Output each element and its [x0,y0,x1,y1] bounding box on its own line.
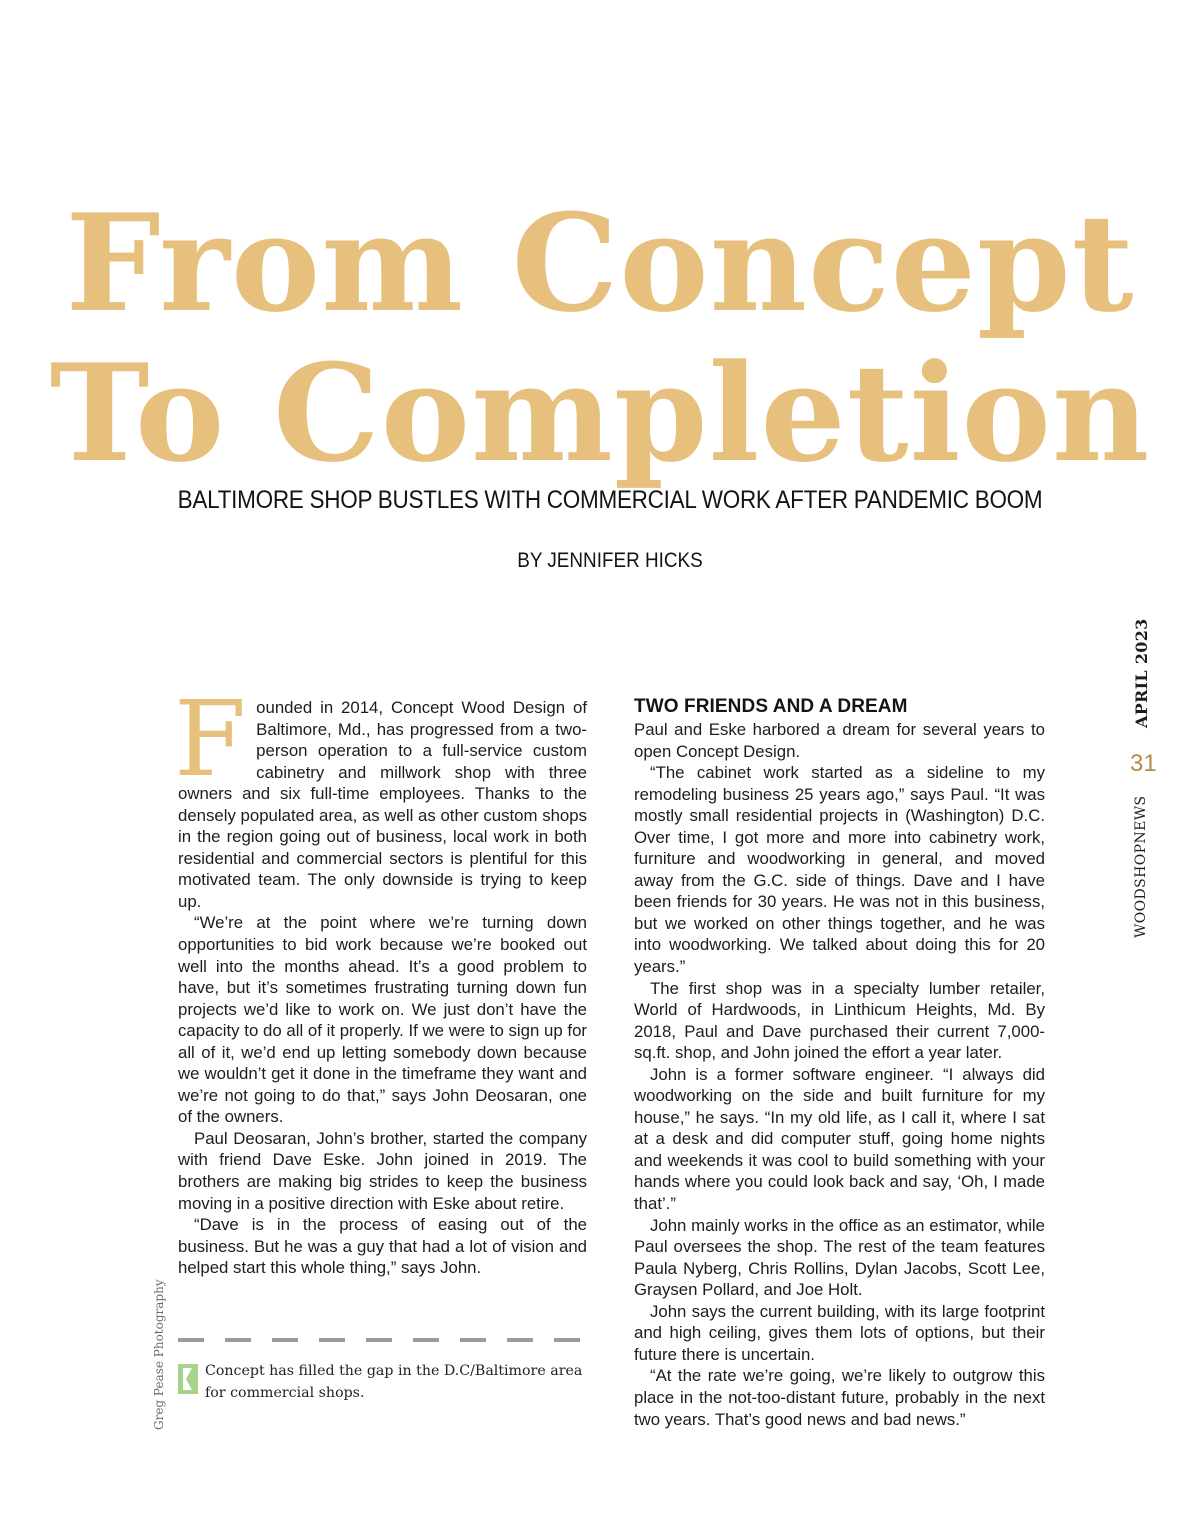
caption-marker-icon [178,1364,198,1394]
article-right-column [634,697,1045,1430]
article-paragraph [174,678,587,912]
section-heading: TWO FRIENDS AND A DREAM [634,696,908,717]
drop-cap: F [174,678,247,800]
article-paragraph: “At the rate we’re going, we’re likely to outgrow this place in the not-too-distant future, probably in the next two years. That’s good news and bad news.” [634,1366,1045,1429]
magazine-name: WOODSHOPNEWS [1133,795,1149,938]
issue-date: APRIL 2023 [1132,618,1151,728]
article-paragraph: Paul Deosaran, John’s brother, started the company with friend Dave Eske. John joined in 2019. The brothers are making big strides to keep the business moving in a positive direction with Eske about retire. [178,1128,587,1213]
article-paragraph: John says the current building, with its large footprint and high ceiling, gives them lots of options, but their future there is uncertain. [634,1301,1045,1364]
article-paragraph: The first shop was in a specialty lumber retailer, World of Hardwoods, in Linthicum Heights, Md. By 2018, Paul and Dave purchased their current 7,000-sq.ft. shop, and John joined the effort a year later. [634,978,1045,1063]
article-paragraph: Paul and Eske harbored a dream for several years to open Concept Design. [634,720,1045,761]
article-paragraph: John mainly works in the office as an estimator, while Paul oversees the shop. The rest of the team features Paula Nyberg, Chris Rollins, Dylan Jacobs, Scott Lee, Graysen Pollard, and Joe Holt. [634,1215,1045,1300]
photo-caption: Concept has filled the gap in the D.C/Baltimore area for commercial shops. [205,1363,583,1401]
article-paragraph: “Dave is in the process of easing out of the business. But he was a guy that had a lot of vision and helped start this whole thing,” says John. [178,1215,587,1278]
photo-credit: Greg Pease Photography [152,1279,166,1430]
page-number: 31 [1130,750,1157,777]
byline: BY JENNIFER HICKS [517,549,703,572]
article-paragraph: “The cabinet work started as a sideline to my remodeling business 25 years ago,” says Paul. “It was mostly small residential projects in (Washington) D.C. Over time, I got more and more into cabinetry work, furniture and woodworking in general, and moved away from the G.C. side of things. Dave and I have been friends for 30 years. He was not in this business, but we worked on other things together, and he was into woodworking. We talked about doing this for 20 years.” [634,763,1045,977]
headline-line-1: From Concept [65,184,1135,342]
dashed-divider [178,1338,587,1342]
headline-line-2: To Completion [49,334,1151,492]
subtitle: BALTIMORE SHOP BUSTLES WITH COMMERCIAL WORK AFTER PANDEMIC BOOM [177,486,1043,514]
article-left-column [174,678,587,1279]
article-paragraph: John is a former software engineer. “I always did woodworking on the side and built furniture for my house,” he says. “In my old life, as I call it, where I sat at a desk and did computer stuff, going home nights and weekends it was cool to build something with your hands where you could look back and say, ‘Oh, I made that’.” [634,1064,1045,1214]
article-paragraph-text: ounded in 2014, Concept Wood Design of Baltimore, Md., has progressed from a two-person operation to a full-service custom cabinetry and millwork shop with three owners and six full-time employees. Thanks to the densely populated area, as well as other custom shops in the region going out of business, local work in both residential and commercial sectors is plentiful for this motivated team. The only downside is trying to keep up. [178,698,587,911]
article-paragraph: “We’re at the point where we’re turning down opportunities to bid work because we’re booked out well into the months ahead. It’s a good problem to have, but it’s sometimes frustrating turning down fun projects we’d like to work on. We just don’t have the capacity to do all of it properly. If we were to sign up for all of it, we’d end up letting somebody down because we wouldn’t get it done in the timeframe they want and we’re not going to do that,” says John Deosaran, one of the owners. [178,913,587,1127]
